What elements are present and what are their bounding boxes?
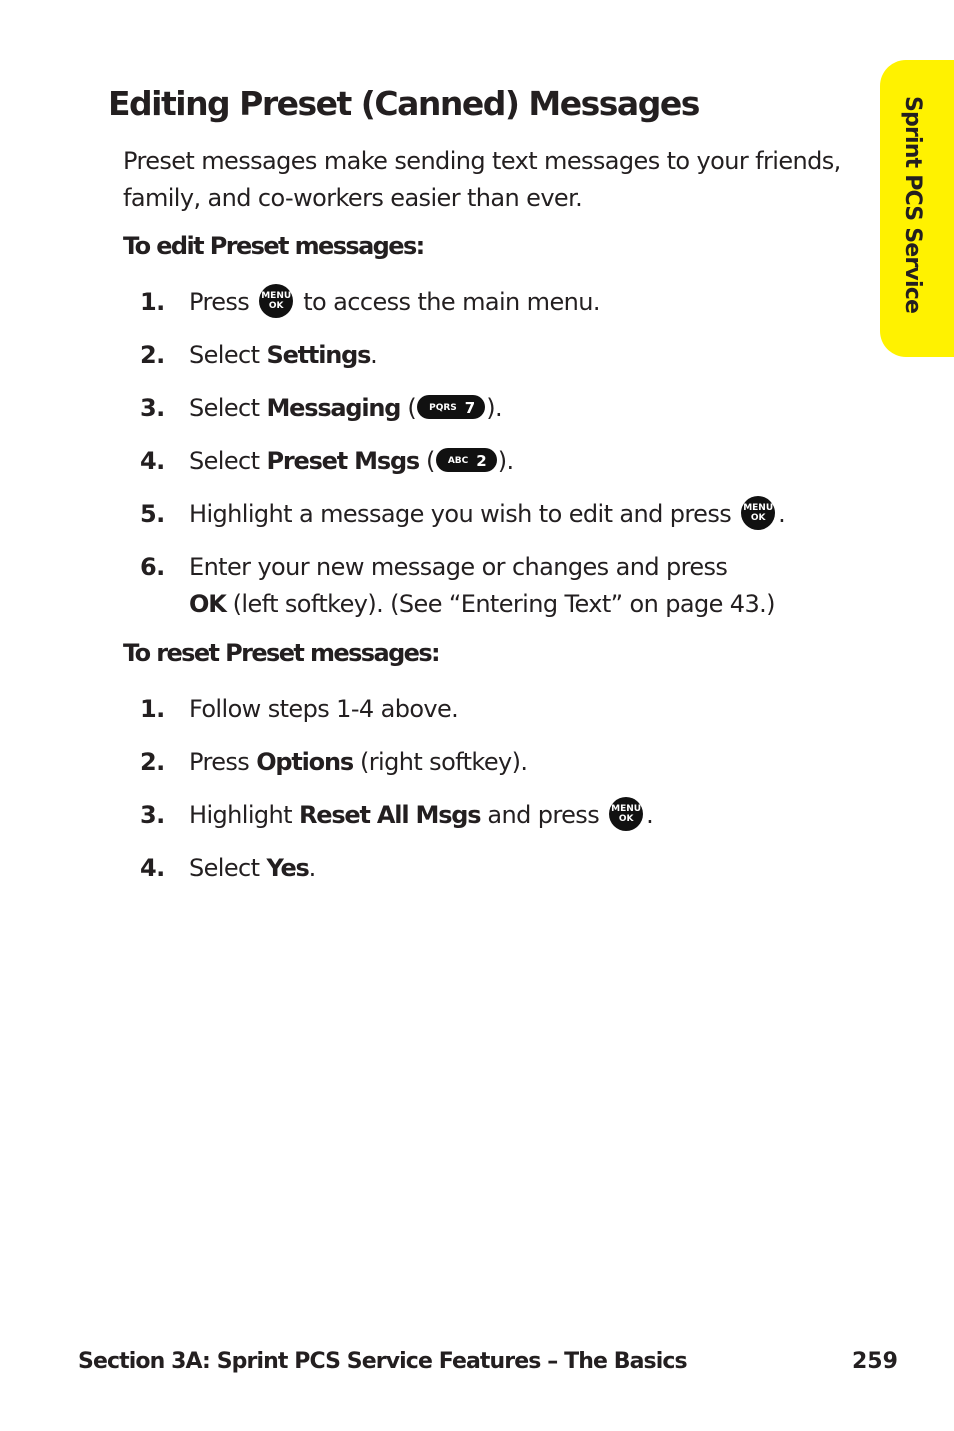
step-number: 1. bbox=[140, 288, 165, 316]
menu-ok-key-icon: MENU OK bbox=[609, 797, 643, 831]
side-tab-label: Sprint PCS Service bbox=[900, 96, 925, 314]
edit-steps-list bbox=[140, 284, 880, 639]
step-text: Select Preset Msgs ( ABC 2 ). bbox=[189, 447, 514, 475]
edit-step-1 bbox=[140, 284, 880, 337]
reset-step-2 bbox=[140, 744, 880, 797]
edit-step-6 bbox=[140, 549, 880, 639]
step-text: Enter your new message or changes and press OK (left softkey). (See “Entering Text” on page 43.) bbox=[189, 553, 775, 618]
step-number: 4. bbox=[140, 854, 165, 882]
menu-option-messaging: Messaging bbox=[266, 394, 401, 422]
reset-steps-list bbox=[140, 691, 880, 903]
edit-heading: To edit Preset messages: bbox=[123, 232, 424, 260]
step-text: Follow steps 1-4 above. bbox=[189, 695, 459, 723]
step-number: 1. bbox=[140, 695, 165, 723]
edit-step-4 bbox=[140, 443, 880, 496]
step-text: Press Options (right softkey). bbox=[189, 748, 528, 776]
menu-ok-key-icon: MENU OK bbox=[259, 284, 293, 318]
intro-paragraph: Preset messages make sending text messages to your friends, family, and co-workers easier than ever. bbox=[123, 147, 841, 212]
edit-step-2 bbox=[140, 337, 880, 390]
edit-step-5 bbox=[140, 496, 880, 549]
key-2-abc-icon: ABC 2 bbox=[436, 448, 497, 472]
reset-step-4 bbox=[140, 850, 880, 903]
menu-option-settings: Settings bbox=[266, 341, 371, 369]
step-number: 5. bbox=[140, 500, 165, 528]
step-number: 2. bbox=[140, 748, 165, 776]
reset-step-1 bbox=[140, 691, 880, 744]
key-7-pqrs-icon: PQRS 7 bbox=[417, 395, 485, 419]
page-title: Editing Preset (Canned) Messages bbox=[108, 84, 699, 123]
softkey-ok: OK bbox=[189, 590, 226, 618]
footer-page-number: 259 bbox=[852, 1349, 898, 1374]
menu-option-preset-msgs: Preset Msgs bbox=[266, 447, 420, 475]
step-text: Highlight a message you wish to edit and press MENU OK . bbox=[189, 496, 879, 533]
softkey-options: Options bbox=[256, 748, 353, 776]
menu-option-reset-all-msgs: Reset All Msgs bbox=[298, 801, 481, 829]
footer-section-title: Section 3A: Sprint PCS Service Features – The Basics bbox=[78, 1349, 687, 1374]
step-text: Press MENU OK to access the main menu. bbox=[189, 284, 879, 321]
step-number: 6. bbox=[140, 553, 165, 581]
menu-ok-key-icon: MENU OK bbox=[741, 496, 775, 530]
reset-step-3 bbox=[140, 797, 880, 850]
reset-heading: To reset Preset messages: bbox=[123, 639, 440, 667]
step-number: 4. bbox=[140, 447, 165, 475]
menu-option-yes: Yes bbox=[266, 854, 309, 882]
step-number: 3. bbox=[140, 801, 165, 829]
edit-step-3 bbox=[140, 390, 880, 443]
step-number: 2. bbox=[140, 341, 165, 369]
step-text: Select Settings. bbox=[189, 341, 378, 369]
step-text: Select Messaging ( PQRS 7 ). bbox=[189, 394, 502, 422]
step-number: 3. bbox=[140, 394, 165, 422]
step-text: Highlight Reset All Msgs and press MENU OK . bbox=[189, 797, 879, 834]
step-text: Select Yes. bbox=[189, 854, 316, 882]
